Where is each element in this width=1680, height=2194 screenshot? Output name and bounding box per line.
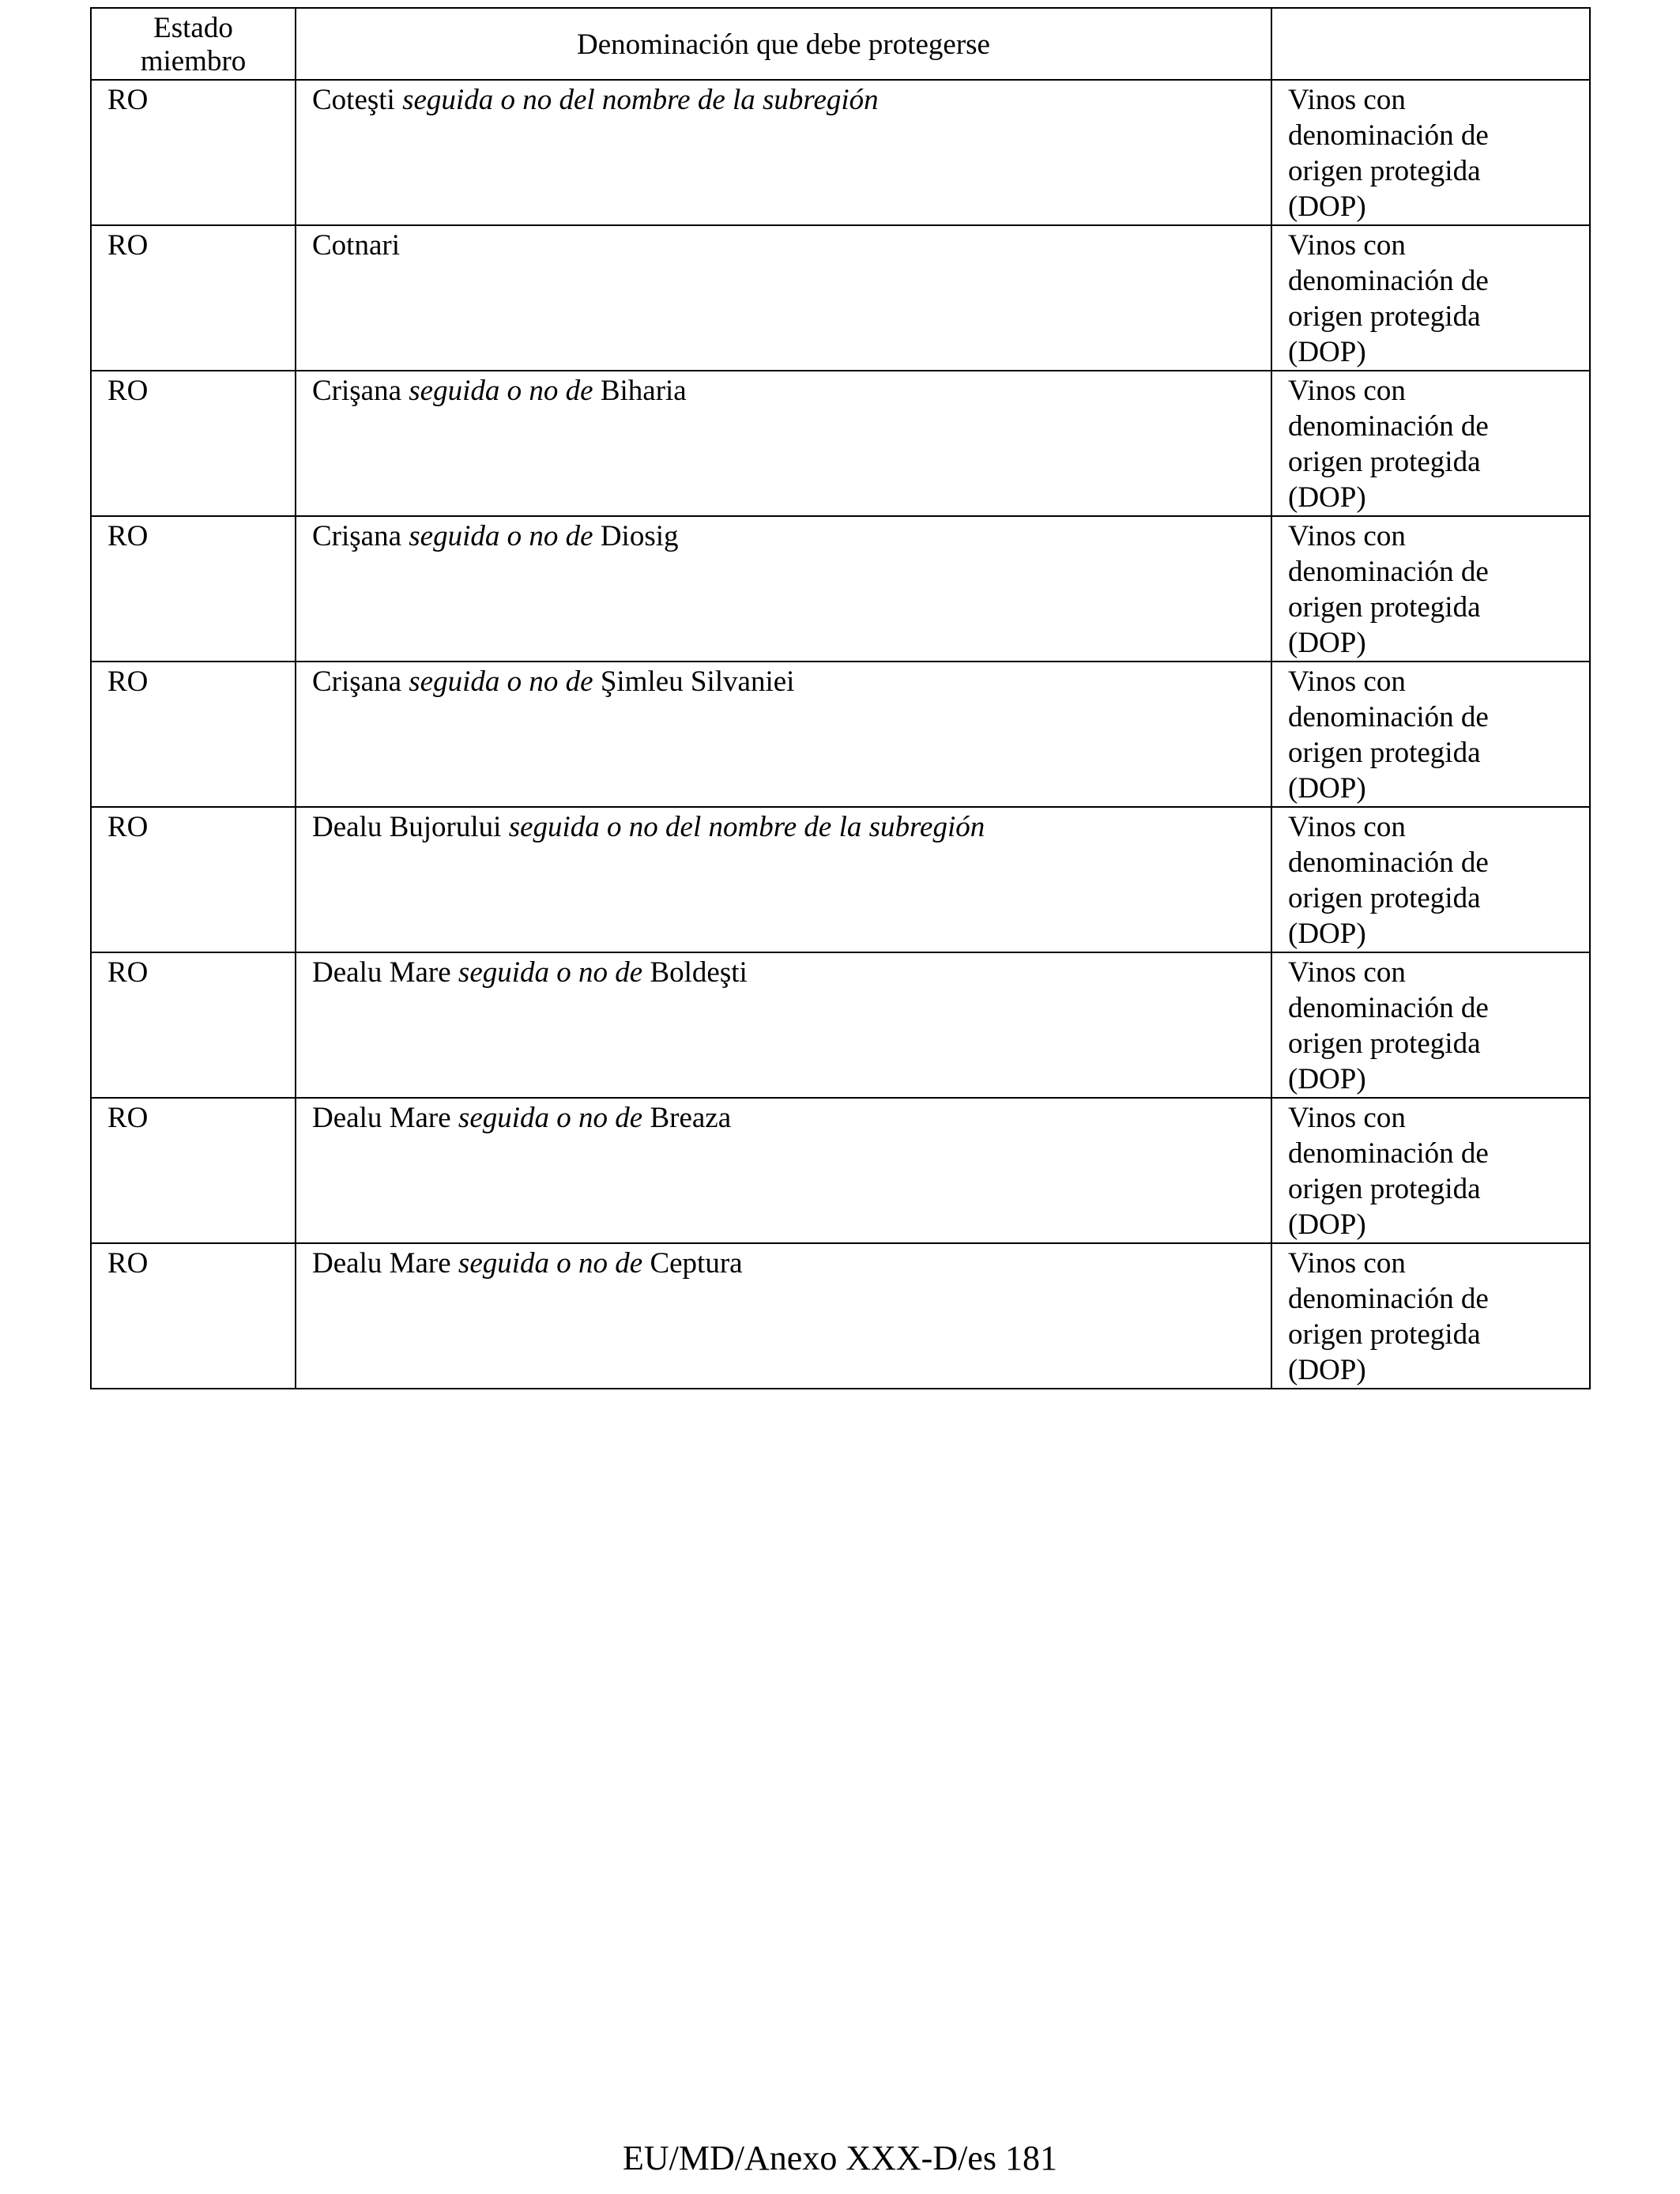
protected-name-qualifier: seguida o no de — [409, 665, 593, 698]
protected-name-cell — [296, 371, 1271, 516]
table-body — [91, 80, 1590, 1389]
protected-name-cell — [296, 807, 1271, 952]
protected-name-qualifier: seguida o no de — [458, 1247, 643, 1280]
protected-name-main: Dealu Mare — [312, 956, 451, 989]
protected-name-main: Crişana — [312, 520, 402, 552]
member-state-cell: RO — [91, 1243, 296, 1389]
protected-name-subregion: Ceptura — [650, 1247, 743, 1280]
protected-name-main: Dealu Mare — [312, 1102, 451, 1134]
protected-name-subregion: Diosig — [600, 520, 679, 552]
protected-name-subregion: Şimleu Silvaniei — [600, 665, 795, 698]
protected-name-qualifier: seguida o no de — [458, 956, 643, 989]
protected-name-cell — [296, 516, 1271, 662]
protected-name-subregion: Boldeşti — [650, 956, 748, 989]
protected-name-subregion: Biharia — [600, 375, 687, 407]
product-category-cell: Vinos con denominación de origen protegida (DOP) — [1271, 516, 1590, 662]
member-state-cell: RO — [91, 807, 296, 952]
table-row — [91, 371, 1590, 516]
header-name-to-protect: Denominación que debe protegerse — [296, 8, 1271, 80]
protected-name-main: Cotnari — [312, 229, 400, 262]
protected-name-qualifier: seguida o no del nombre de la subregión — [508, 811, 985, 843]
protected-name-qualifier: seguida o no de — [409, 520, 593, 552]
table-row — [91, 1243, 1590, 1389]
member-state-cell: RO — [91, 516, 296, 662]
protected-names-table — [90, 7, 1591, 1389]
table-row — [91, 225, 1590, 371]
protected-name-cell — [296, 225, 1271, 371]
table-row — [91, 662, 1590, 807]
protected-name-main: Dealu Mare — [312, 1247, 451, 1280]
protected-name-cell — [296, 1243, 1271, 1389]
protected-name-qualifier: seguida o no del nombre de la subregión — [402, 84, 879, 116]
member-state-cell: RO — [91, 1098, 296, 1243]
protected-name-qualifier: seguida o no de — [458, 1102, 643, 1134]
table-row — [91, 80, 1590, 225]
product-category-cell: Vinos con denominación de origen protegida (DOP) — [1271, 952, 1590, 1098]
product-category-cell: Vinos con denominación de origen protegida (DOP) — [1271, 80, 1590, 225]
header-category — [1271, 8, 1590, 80]
protected-name-cell — [296, 1098, 1271, 1243]
header-member-state: Estado miembro — [91, 8, 296, 80]
product-category-cell: Vinos con denominación de origen protegida (DOP) — [1271, 807, 1590, 952]
table-row — [91, 807, 1590, 952]
table-header-row — [91, 8, 1590, 80]
product-category-cell: Vinos con denominación de origen protegida (DOP) — [1271, 371, 1590, 516]
protected-name-main: Coteşti — [312, 84, 395, 116]
protected-name-qualifier: seguida o no de — [409, 375, 593, 407]
member-state-cell: RO — [91, 80, 296, 225]
member-state-cell: RO — [91, 371, 296, 516]
member-state-cell: RO — [91, 662, 296, 807]
protected-name-subregion: Breaza — [650, 1102, 732, 1134]
protected-name-cell — [296, 952, 1271, 1098]
table-row — [91, 952, 1590, 1098]
table-row — [91, 516, 1590, 662]
product-category-cell: Vinos con denominación de origen protegida (DOP) — [1271, 225, 1590, 371]
protected-name-main: Crişana — [312, 375, 402, 407]
protected-name-cell — [296, 80, 1271, 225]
page-footer-reference: EU/MD/Anexo XXX-D/es 181 — [623, 2139, 1057, 2177]
member-state-cell: RO — [91, 952, 296, 1098]
protected-name-main: Dealu Bujorului — [312, 811, 502, 843]
protected-name-cell — [296, 662, 1271, 807]
product-category-cell: Vinos con denominación de origen protegida (DOP) — [1271, 1243, 1590, 1389]
table-row — [91, 1098, 1590, 1243]
member-state-cell: RO — [91, 225, 296, 371]
protected-name-main: Crişana — [312, 665, 402, 698]
product-category-cell: Vinos con denominación de origen protegida (DOP) — [1271, 1098, 1590, 1243]
product-category-cell: Vinos con denominación de origen protegida (DOP) — [1271, 662, 1590, 807]
